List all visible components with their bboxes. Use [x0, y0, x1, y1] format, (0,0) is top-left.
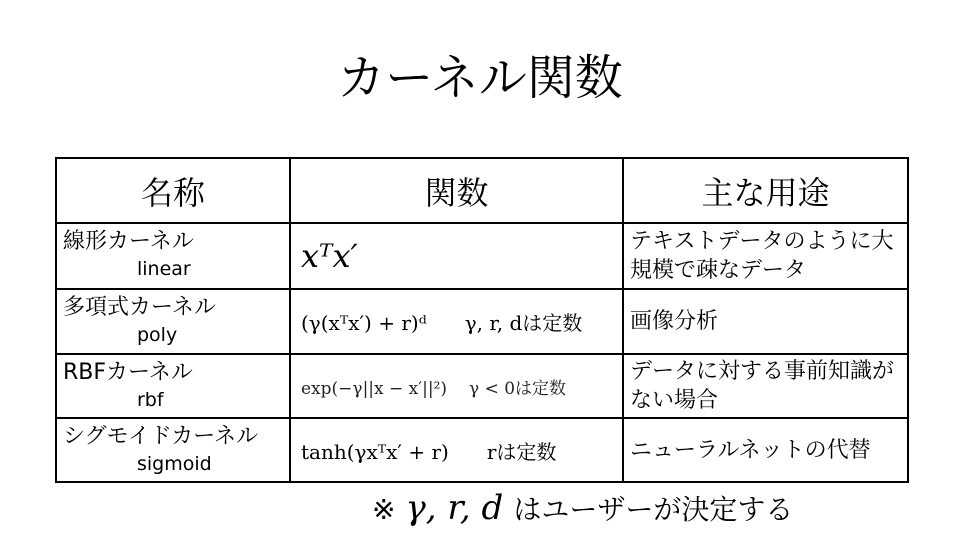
- table-header-row: [56, 158, 908, 223]
- kernel-name-ja: 線形カーネル: [63, 229, 194, 254]
- kernel-name-ja: 多項式カーネル: [63, 295, 216, 320]
- kernel-usage: 画像分析: [623, 289, 908, 354]
- kernel-condition: γ, r, dは定数: [464, 311, 583, 335]
- kernel-formula-cell: [290, 418, 623, 482]
- kernel-name-en: linear: [137, 258, 191, 280]
- kernel-formula: tanh(γxᵀx′ + r): [301, 439, 449, 464]
- footnote-text: はユーザーが決定する: [513, 493, 794, 526]
- kernel-formula: xᵀx′: [301, 237, 358, 275]
- header-name: 名称: [56, 158, 290, 223]
- kernel-formula-cell: [290, 223, 623, 289]
- footnote-vars: γ, r, d: [405, 488, 504, 528]
- kernel-condition: rは定数: [486, 439, 557, 464]
- kernel-table: [55, 157, 909, 483]
- kernel-name-en: rbf: [137, 389, 164, 411]
- table-row: [56, 418, 908, 482]
- kernel-name-en: sigmoid: [137, 453, 212, 475]
- kernel-name-cell: [56, 354, 290, 418]
- kernel-formula-cell: [290, 289, 623, 354]
- kernel-name-cell: [56, 289, 290, 354]
- kernel-formula: exp(−γ||x − x′||²): [301, 378, 448, 399]
- footnote-mark: ※: [372, 493, 396, 526]
- kernel-name-ja: シグモイドカーネル: [63, 424, 259, 449]
- header-function: 関数: [290, 158, 623, 223]
- kernel-name-cell: [56, 418, 290, 482]
- kernel-name-cell: [56, 223, 290, 289]
- kernel-formula-cell: [290, 354, 623, 418]
- kernel-usage: データに対する事前知識がない場合: [623, 354, 908, 418]
- kernel-usage: テキストデータのように大規模で疎なデータ: [623, 223, 908, 289]
- kernel-name-ja: RBFカーネル: [63, 360, 193, 385]
- table-row: [56, 223, 908, 289]
- kernel-name-en: poly: [137, 324, 178, 346]
- header-usage: 主な用途: [623, 158, 908, 223]
- slide-title: カーネル関数: [337, 50, 623, 106]
- footnote: [372, 488, 793, 530]
- kernel-condition: γ < 0は定数: [469, 378, 567, 399]
- table-row: [56, 354, 908, 418]
- kernel-usage: ニューラルネットの代替: [623, 418, 908, 482]
- kernel-formula: (γ(xᵀx′) + r)ᵈ: [301, 311, 427, 335]
- table-row: [56, 289, 908, 354]
